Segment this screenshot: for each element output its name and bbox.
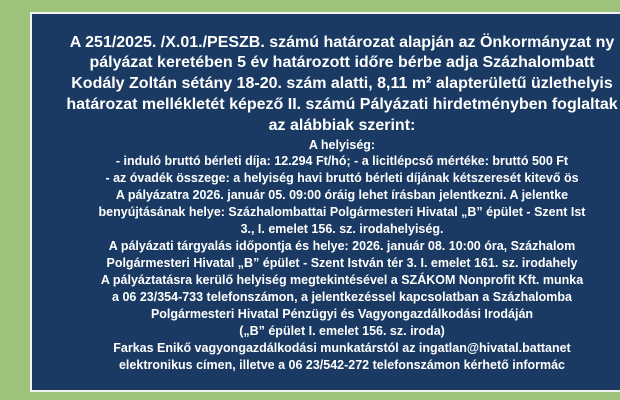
body-line: A pályáztatásra kerülő helyiség megtekintésével a SZÁKOM Nonprofit Kft. munka xyxy=(100,273,584,287)
intro-line: A 251/2025. /X.01./PESZB. számú határozat alapján az Önkormányzat ny xyxy=(69,34,615,51)
body-line: Polgármesteri Hivatal Pénzügyi és Vagyongazdálkodási Irodáján xyxy=(150,307,534,321)
notice-panel xyxy=(30,12,620,392)
intro-line: határozat mellékletét képező II. számú Pályázati hirdetményben foglaltak xyxy=(66,96,618,113)
body-line: („B” épület I. emelet 156. sz. iroda) xyxy=(239,324,445,338)
body-line: Farkas Enikő vagyongazdálkodási munkatárstól az ingatlan@hivatal.battanet xyxy=(113,341,571,355)
section-heading: A helyiség: xyxy=(308,138,376,152)
body-line: 3., I. emelet 156. sz. irodahelyiség. xyxy=(240,222,444,236)
intro-line: az alábbiak szerint: xyxy=(268,117,416,134)
body-line: Polgármesteri Hivatal „B” épület - Szent István tér 3. I. emelet 161. sz. irodahely xyxy=(106,256,578,270)
body-line: A pályázatra 2026. január 05. 09:00 óráig lehet írásban jelentkezni. A jelentke xyxy=(115,188,569,202)
body-line: A pályázati tárgyalás időpontja és helye: 2026. január 08. 10:00 óra, Százhalom xyxy=(108,239,576,253)
body-line: benyújtásának helye: Százhalombattai Polgármesteri Hivatal „B” épület - Szent Ist xyxy=(98,205,586,219)
body-line: - az óvadék összege: a helyiség havi bruttó bérleti díjának kétszeresét kitevő ös xyxy=(105,171,579,185)
intro-line: Kodály Zoltán sétány 18-20. szám alatti, 8,11 m² alapterületű üzlethelyis xyxy=(71,75,613,92)
body-line: elektronikus címen, illetve a 06 23/542-272 telefonszámon kérhető informác xyxy=(118,358,566,372)
intro-line: pályázat keretében 5 év határozott időre bérbe adja Százhalombatt xyxy=(89,54,595,71)
body-line: a 06 23/354-733 telefonszámon, a jelentkezéssel kapcsolatban a Százhalomba xyxy=(112,290,572,304)
body-line: - induló bruttó bérleti díja: 12.294 Ft/hó; - a licitlépcső mértéke: bruttó 500 Ft xyxy=(115,154,569,168)
